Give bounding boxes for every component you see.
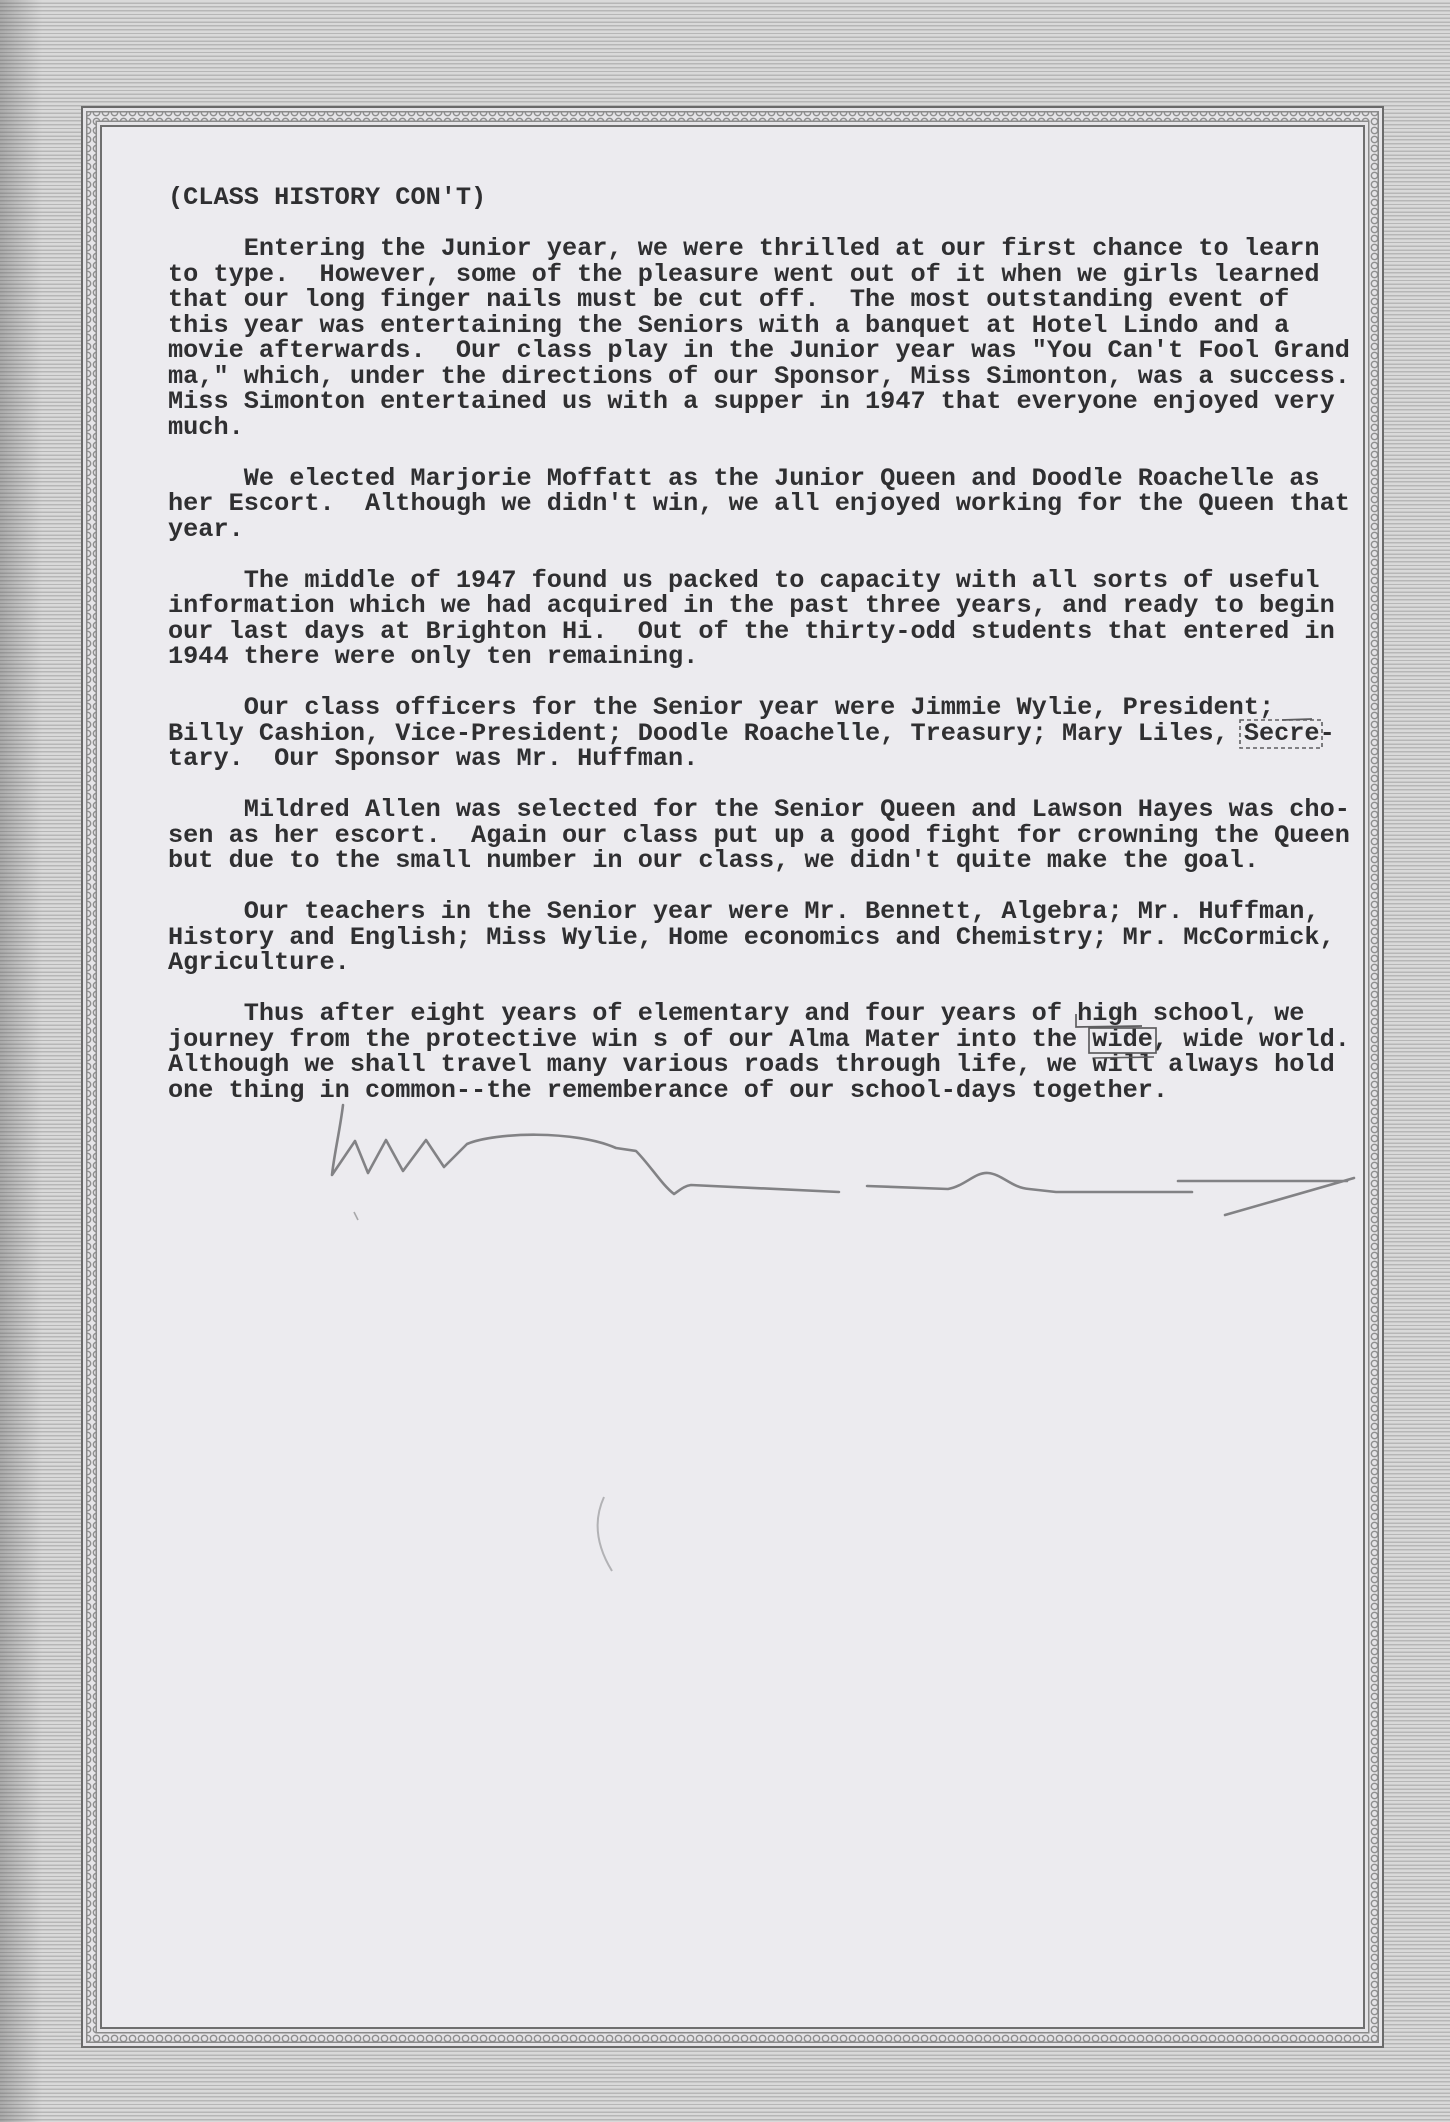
text-line: Miss Simonton entertained us with a supper in 1947 that everyone enjoyed very bbox=[168, 387, 1335, 416]
text-line: movie afterwards. Our class play in the Junior year was "You Can't Fool Grand bbox=[168, 336, 1350, 365]
page-heading: (CLASS HISTORY CON'T) bbox=[168, 183, 487, 212]
text-line: our last days at Brighton Hi. Out of the thirty-odd students that entered in bbox=[168, 616, 1335, 646]
paragraph-senior-queen bbox=[168, 797, 1358, 874]
text-line: 1944 there were only ten remaining. bbox=[168, 642, 699, 671]
text-line: Our teachers in the Senior year were Mr. Bennett, Algebra; Mr. Huffman, bbox=[243, 897, 1320, 926]
text-line: History and English; Miss Wylie, Home economics and Chemistry; Mr. McCormick, bbox=[168, 922, 1335, 952]
text-line: tary. Our Sponsor was Mr. Huffman. bbox=[168, 744, 699, 773]
typed-text-block bbox=[168, 185, 1358, 1103]
text-line: Mildred Allen was selected for the Senior Queen and Lawson Hayes was cho- bbox=[243, 795, 1350, 824]
text-line: much. bbox=[168, 412, 244, 442]
text-line: Entering the Junior year, we were thrilled at our first chance to learn bbox=[243, 234, 1320, 263]
text-line: ma," which, under the directions of our Sponsor, Miss Simonton, was a success. bbox=[168, 361, 1350, 391]
text-line: Although we shall travel many various roads through life, we will always hold bbox=[168, 1050, 1335, 1079]
paragraph-closing bbox=[168, 1001, 1358, 1103]
text-line: one thing in common--the rememberance of our school-days together. bbox=[168, 1075, 1169, 1105]
text-line: that our long finger nails must be cut off. The most outstanding event of bbox=[168, 285, 1290, 314]
text-line: to type. However, some of the pleasure went out of it when we girls learned bbox=[168, 259, 1320, 289]
paragraph-junior-queen bbox=[168, 463, 1358, 544]
paragraph-middle-1947 bbox=[168, 565, 1358, 671]
text-line: this year was entertaining the Seniors with a banquet at Hotel Lindo and a bbox=[168, 310, 1290, 340]
text-line: Billy Cashion, Vice-President; Doodle Roachelle, Treasury; Mary Liles, Secre- bbox=[168, 718, 1335, 748]
paragraph-teachers bbox=[168, 899, 1358, 976]
text-line: but due to the small number in our class, we didn't quite make the goal. bbox=[168, 846, 1259, 875]
text-line: Thus after eight years of elementary and four years of high school, we bbox=[243, 999, 1305, 1028]
text-line: Agriculture. bbox=[168, 948, 350, 977]
paragraph-junior-year bbox=[168, 236, 1358, 440]
paragraph-class-officers bbox=[168, 695, 1358, 772]
text-line: journey from the protective win s of our Alma Mater into the wide, wide world. bbox=[168, 1024, 1350, 1054]
text-line: her Escort. Although we didn't win, we all enjoyed working for the Queen that bbox=[168, 489, 1350, 518]
text-line: Our class officers for the Senior year were Jimmie Wylie, President; bbox=[243, 693, 1275, 722]
text-line: sen as her escort. Again our class put up a good fight for crowning the Queen bbox=[168, 820, 1350, 850]
text-line: The middle of 1947 found us packed to capacity with all sorts of useful bbox=[243, 565, 1320, 595]
text-line: information which we had acquired in the past three years, and ready to begin bbox=[168, 591, 1335, 620]
text-line: We elected Marjorie Moffatt as the Junior Queen and Doodle Roachelle as bbox=[243, 463, 1320, 493]
text-line: year. bbox=[168, 514, 244, 544]
